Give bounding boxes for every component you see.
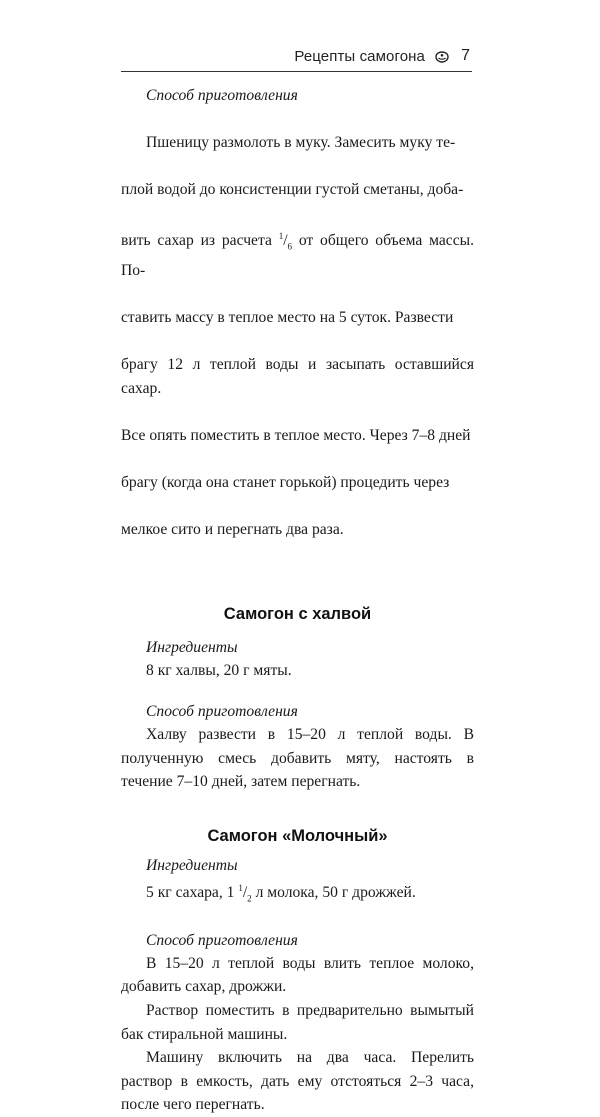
method-text — [121, 107, 474, 566]
running-header — [121, 46, 472, 72]
text-line: Пшеницу размолоть в муку. Замесить муку те- — [146, 133, 456, 151]
method-paragraph: В 15–20 л теплой воды влить теплое молоко, добавить сахар, дрожжи. — [121, 954, 474, 996]
drop-icon — [435, 51, 449, 63]
method-paragraph: Раствор поместить в предварительно вымытый бак стиральной машины. — [121, 1002, 474, 1043]
text-line: брагу (когда она станет горькой) процедить через — [121, 474, 450, 492]
page-content — [121, 84, 474, 1117]
text-line: вить сахар из расчета $^1/_6$ от общего объема массы. По- — [121, 230, 474, 279]
header-rule — [121, 71, 472, 72]
text-line: мелкое сито и перегнать два раза. — [121, 521, 344, 539]
text-line: брагу 12 л теплой воды и засыпать оставшийся сахар. — [121, 356, 474, 397]
method-text: Халву развести в 15–20 л теплой воды. В полученную смесь добавить мяту, настоять в течение 7–10 дней, затем перегнать. — [121, 726, 474, 791]
text-line: Все опять поместить в теплое место. Через 7–8 дней — [121, 427, 471, 445]
method-label: Способ приготовления — [146, 931, 298, 949]
ingredients-text: 5 кг сахара, 1 $^1/_2$ л молока, 50 г дрожжей. — [146, 882, 416, 904]
ingredients-text: 8 кг халвы, 20 г мяты. — [146, 661, 292, 679]
recipe-title: Самогон «Молочный» — [207, 826, 388, 845]
page-number: 7 — [461, 47, 470, 64]
ingredients-label: Ингредиенты — [146, 638, 238, 656]
text-line: ставить массу в теплое место на 5 суток. Развести — [121, 309, 454, 327]
header-title: Рецепты самогона — [294, 48, 425, 65]
method-paragraph: Машину включить на два часа. Перелить раствор в емкость, дать ему отстояться 2–3 часа, после чего перегнать. — [121, 1049, 474, 1114]
recipe-title: Самогон с халвой — [223, 604, 372, 623]
method-label: Способ приготовления — [146, 703, 298, 721]
ingredients-label: Ингредиенты — [146, 856, 238, 874]
text-line: плой водой до консистенции густой сметаны, доба- — [121, 180, 464, 198]
method-label: Способ приготовления — [146, 87, 298, 104]
